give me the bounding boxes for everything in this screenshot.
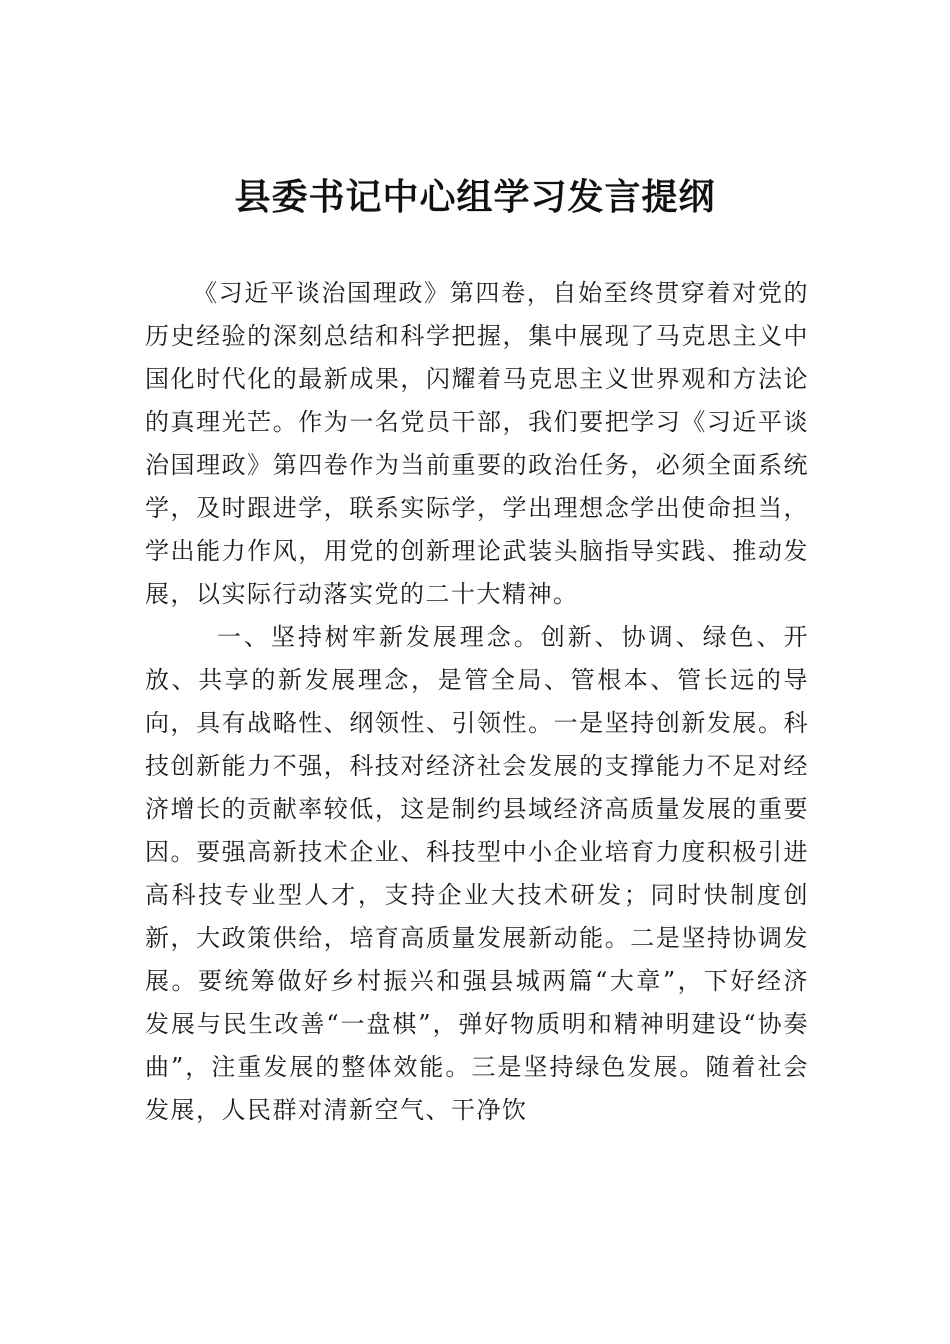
- document-title: 县委书记中心组学习发言提纲: [234, 176, 716, 218]
- paragraph-section-one: 一、坚持树牢新发展理念。创新、协调、绿色、开放、共享的新发展理念，是管全局、管根本、管长远的导向，具有战略性、纲领性、引领性。一是坚持创新发展。科技创新能力不强，科技对经济社会发展的支撑能力不足对经济增长的贡献率较低，这是制约县域经济高质量发展的重要因。要强高新技术企业、科技型中小企业培育力度积极引进高科技专业型人才，支持企业大技术研发；同时快制度创新，大政策供给，培育高质量发展新动能。二是坚持协调发展。要统筹做好乡村振兴和强县城两篇“大章”，下好经济发展与民生改善“一盘棋”，弹好物质明和精神明建设“协奏曲”，注重发展的整体效能。三是坚持绿色发展。随着社会发展，人民群对清新空气、干净饮: [145, 623, 809, 1124]
- paragraph-intro: 《习近平谈治国理政》第四卷，自始至终贯穿着对党的历史经验的深刻总结和科学把握，集中展现了马克思主义中国化时代化的最新成果，闪耀着马克思主义世界观和方法论的真理光芒。作为一名党员干部，我们要把学习《习近平谈治国理政》第四卷作为当前重要的政治任务，必须全面系统学，及时跟进学，联系实际学，学出理想念学出使命担当，学出能力作风，用党的创新理论武装头脑指导实践、推动发展，以实际行动落实党的二十大精神。: [145, 279, 809, 608]
- document-body: [145, 272, 809, 1132]
